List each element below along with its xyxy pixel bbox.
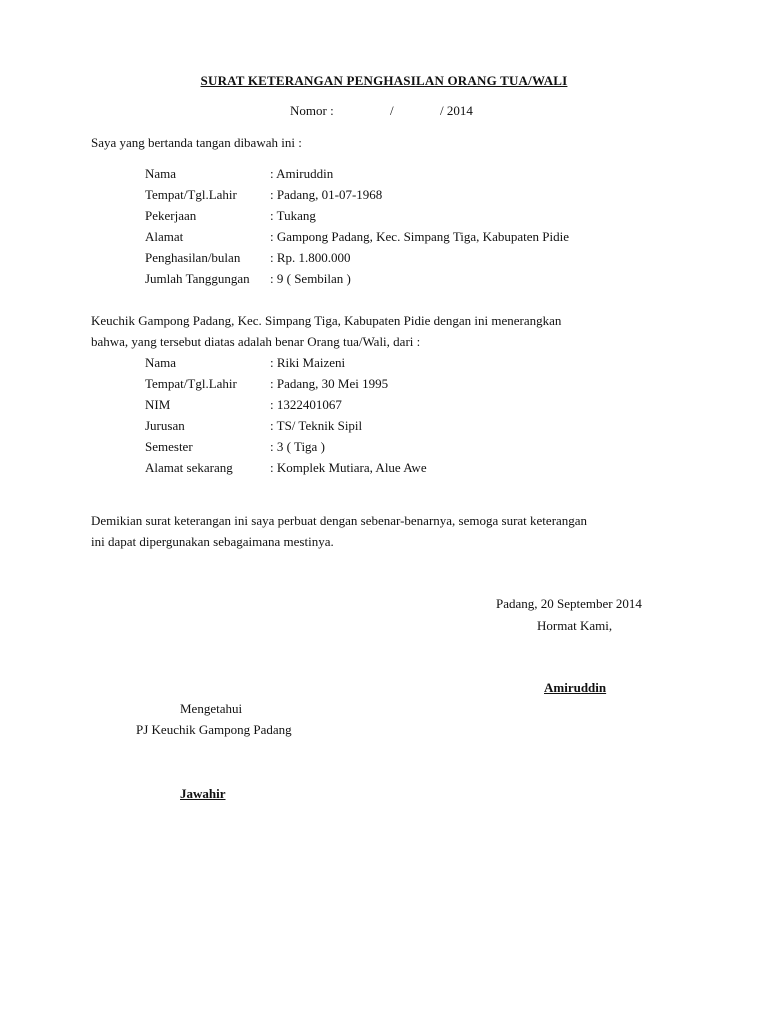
nomor-slash: / xyxy=(390,103,394,118)
document-number xyxy=(290,103,473,119)
nomor-year: / 2014 xyxy=(440,103,473,118)
field-label: Alamat sekarang xyxy=(145,460,233,475)
field-value: : TS/ Teknik Sipil xyxy=(270,418,363,433)
field-value: : Gampong Padang, Kec. Simpang Tiga, Kabupaten Pidie xyxy=(270,229,569,244)
official-name: Jawahir xyxy=(180,786,226,801)
regards-text: Hormat Kami, xyxy=(537,618,613,633)
field-label: Alamat xyxy=(145,229,184,244)
intro-text: Saya yang bertanda tangan dibawah ini : xyxy=(91,135,302,150)
document-title: SURAT KETERANGAN PENGHASILAN ORANG TUA/WALI xyxy=(200,73,568,88)
nomor-label: Nomor : xyxy=(290,103,334,118)
field-label: Penghasilan/bulan xyxy=(145,250,241,265)
field-label: Pekerjaan xyxy=(145,208,197,223)
field-label: Jumlah Tanggungan xyxy=(145,271,250,286)
field-value: : Padang, 01-07-1968 xyxy=(270,187,383,202)
field-value: : Komplek Mutiara, Alue Awe xyxy=(270,460,427,475)
statement-line-1: Keuchik Gampong Padang, Kec. Simpang Tiga, Kabupaten Pidie dengan ini menerangkan xyxy=(91,313,562,328)
field-value: : 3 ( Tiga ) xyxy=(270,439,325,454)
field-value: : Rp. 1.800.000 xyxy=(270,250,351,265)
field-label: Nama xyxy=(145,166,177,181)
acknowledged-label: Mengetahui xyxy=(180,701,243,716)
place-date: Padang, 20 September 2014 xyxy=(496,596,642,611)
signer-name: Amiruddin xyxy=(544,680,607,695)
field-value: : Amiruddin xyxy=(270,166,334,181)
statement-line-2: bahwa, yang tersebut diatas adalah benar Orang tua/Wali, dari : xyxy=(91,334,421,349)
field-label: Tempat/Tgl.Lahir xyxy=(145,187,237,202)
field-label: Semester xyxy=(145,439,193,454)
field-value: : Riki Maizeni xyxy=(270,355,346,370)
closing-line-2: ini dapat dipergunakan sebagaimana mestinya. xyxy=(91,534,334,549)
field-label: Tempat/Tgl.Lahir xyxy=(145,376,237,391)
field-label: NIM xyxy=(145,397,171,412)
field-value: : 1322401067 xyxy=(270,397,342,412)
field-value: : Tukang xyxy=(270,208,316,223)
closing-line-1: Demikian surat keterangan ini saya perbuat dengan sebenar-benarnya, semoga surat keterangan xyxy=(91,513,588,528)
field-value: : 9 ( Sembilan ) xyxy=(270,271,351,286)
field-value: : Padang, 30 Mei 1995 xyxy=(270,376,389,391)
field-label: Jurusan xyxy=(145,418,185,433)
official-title: PJ Keuchik Gampong Padang xyxy=(136,722,292,737)
field-label: Nama xyxy=(145,355,177,370)
